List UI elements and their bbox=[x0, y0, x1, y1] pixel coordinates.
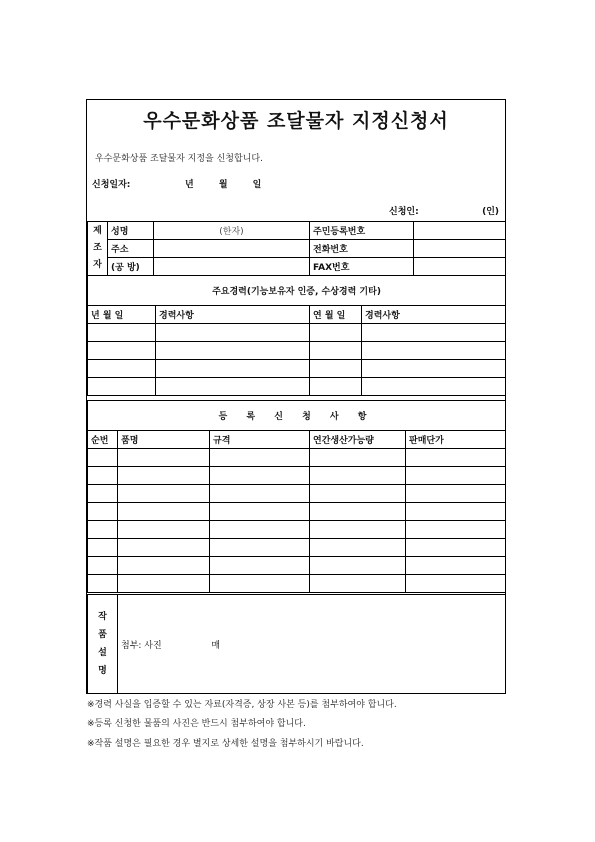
career-cell[interactable] bbox=[88, 378, 156, 396]
career-row bbox=[88, 360, 506, 378]
registration-cell[interactable] bbox=[210, 449, 310, 467]
career-row bbox=[88, 324, 506, 342]
form-title: 우수문화상품 조달물자 지정신청서 bbox=[143, 110, 449, 132]
note-photo: ※등록 신청한 물품의 사진은 반드시 첨부하여야 합니다. bbox=[87, 719, 306, 729]
address-label: 주소 bbox=[108, 240, 154, 258]
career-table bbox=[87, 275, 506, 396]
career-cell[interactable] bbox=[88, 324, 156, 342]
registration-row bbox=[88, 557, 506, 575]
registration-cell[interactable] bbox=[210, 485, 310, 503]
registration-cell[interactable] bbox=[210, 557, 310, 575]
registration-cell[interactable] bbox=[406, 467, 506, 485]
registration-row bbox=[88, 539, 506, 557]
career-cell[interactable] bbox=[156, 360, 310, 378]
note-career: ※경력 사실을 입증할 수 있는 자료(자격증, 상장 사본 등)를 첨부하여야 합니다. bbox=[87, 700, 397, 710]
attachment-label: 첨부: 사진 bbox=[121, 640, 162, 651]
registration-cell[interactable] bbox=[310, 449, 406, 467]
career-cell[interactable] bbox=[88, 360, 156, 378]
apply-date-field[interactable]: 년 월 일 bbox=[185, 180, 262, 190]
career-cell[interactable] bbox=[310, 378, 362, 396]
apply-date-label: 신청일자: bbox=[92, 180, 131, 190]
registration-cell[interactable] bbox=[210, 521, 310, 539]
registration-cell[interactable] bbox=[310, 521, 406, 539]
career-row bbox=[88, 378, 506, 396]
career-cell[interactable] bbox=[362, 360, 506, 378]
registration-cell[interactable] bbox=[118, 539, 210, 557]
career-cell[interactable] bbox=[88, 342, 156, 360]
registration-cell[interactable] bbox=[210, 467, 310, 485]
registration-cell[interactable] bbox=[406, 449, 506, 467]
phone-label: 전화번호 bbox=[310, 240, 414, 258]
intro-text: 우수문화상품 조달물자 지정을 신청합니다. bbox=[95, 154, 263, 164]
registration-cell[interactable] bbox=[406, 485, 506, 503]
career-header-detail-2: 경력사항 bbox=[362, 306, 506, 324]
reg-header-no: 순번 bbox=[88, 431, 118, 449]
registration-row bbox=[88, 503, 506, 521]
registration-row bbox=[88, 467, 506, 485]
applicant-label: 신청인: bbox=[389, 207, 419, 217]
registration-cell[interactable] bbox=[88, 503, 118, 521]
career-cell[interactable] bbox=[156, 378, 310, 396]
registration-cell[interactable] bbox=[118, 467, 210, 485]
reg-header-item: 품명 bbox=[118, 431, 210, 449]
registration-cell[interactable] bbox=[310, 503, 406, 521]
fax-field[interactable] bbox=[414, 258, 506, 276]
registration-cell[interactable] bbox=[310, 557, 406, 575]
registration-cell[interactable] bbox=[88, 521, 118, 539]
registration-cell[interactable] bbox=[118, 575, 210, 593]
registration-cell[interactable] bbox=[88, 449, 118, 467]
registration-cell[interactable] bbox=[406, 503, 506, 521]
career-cell[interactable] bbox=[310, 342, 362, 360]
rrn-field[interactable] bbox=[414, 222, 506, 240]
registration-cell[interactable] bbox=[118, 503, 210, 521]
registration-cell[interactable] bbox=[210, 503, 310, 521]
career-cell[interactable] bbox=[156, 342, 310, 360]
career-row bbox=[88, 342, 506, 360]
career-section-title: 주요경력(기능보유자 인증, 수상경력 기타) bbox=[88, 276, 506, 306]
phone-field[interactable] bbox=[414, 240, 506, 258]
registration-cell[interactable] bbox=[88, 575, 118, 593]
factory-label: (공 방) bbox=[108, 258, 154, 276]
name-field[interactable] bbox=[154, 222, 310, 240]
manufacturer-table bbox=[87, 221, 506, 276]
note-description: ※작품 설명은 필요한 경우 별지로 상세한 설명을 첨부하시기 바랍니다. bbox=[87, 739, 364, 749]
registration-row bbox=[88, 449, 506, 467]
reg-header-spec: 규격 bbox=[210, 431, 310, 449]
registration-cell[interactable] bbox=[88, 485, 118, 503]
career-cell[interactable] bbox=[156, 324, 310, 342]
factory-field[interactable] bbox=[154, 258, 310, 276]
manufacturer-side-label: 제 조 자 bbox=[88, 222, 108, 276]
registration-cell[interactable] bbox=[88, 467, 118, 485]
registration-cell[interactable] bbox=[310, 485, 406, 503]
career-header-date: 년 월 일 bbox=[88, 306, 156, 324]
description-table bbox=[87, 594, 506, 694]
career-cell[interactable] bbox=[310, 360, 362, 378]
registration-row bbox=[88, 575, 506, 593]
registration-cell[interactable] bbox=[406, 575, 506, 593]
career-cell[interactable] bbox=[310, 324, 362, 342]
hanja-label: (한자) bbox=[219, 227, 244, 237]
registration-cell[interactable] bbox=[310, 539, 406, 557]
registration-cell[interactable] bbox=[406, 521, 506, 539]
registration-section-title: 등 록 신 청 사 항 bbox=[88, 401, 506, 431]
registration-cell[interactable] bbox=[118, 449, 210, 467]
reg-header-capacity: 연간생산가능량 bbox=[310, 431, 406, 449]
registration-cell[interactable] bbox=[406, 539, 506, 557]
application-form bbox=[86, 99, 506, 694]
registration-cell[interactable] bbox=[118, 557, 210, 575]
registration-table bbox=[87, 400, 506, 593]
registration-cell[interactable] bbox=[310, 467, 406, 485]
registration-cell[interactable] bbox=[210, 575, 310, 593]
registration-cell[interactable] bbox=[88, 557, 118, 575]
registration-cell[interactable] bbox=[118, 485, 210, 503]
fax-label: FAX번호 bbox=[310, 258, 414, 276]
career-cell[interactable] bbox=[362, 324, 506, 342]
career-cell[interactable] bbox=[362, 378, 506, 396]
seal-mark: (인) bbox=[482, 207, 499, 217]
name-label: 성명 bbox=[108, 222, 154, 240]
registration-cell[interactable] bbox=[118, 521, 210, 539]
registration-cell[interactable] bbox=[406, 557, 506, 575]
registration-cell[interactable] bbox=[210, 539, 310, 557]
address-field[interactable] bbox=[154, 240, 310, 258]
career-header-date-2: 연 월 일 bbox=[310, 306, 362, 324]
registration-cell[interactable] bbox=[88, 539, 118, 557]
description-field[interactable] bbox=[118, 595, 506, 694]
career-header-detail: 경력사항 bbox=[156, 306, 310, 324]
registration-cell[interactable] bbox=[310, 575, 406, 593]
registration-row bbox=[88, 521, 506, 539]
registration-row bbox=[88, 485, 506, 503]
attachment-unit: 매 bbox=[211, 640, 221, 651]
reg-header-price: 판매단가 bbox=[406, 431, 506, 449]
rrn-label: 주민등록번호 bbox=[310, 222, 414, 240]
description-side-label: 작 품 설 명 bbox=[88, 595, 118, 694]
career-cell[interactable] bbox=[362, 342, 506, 360]
